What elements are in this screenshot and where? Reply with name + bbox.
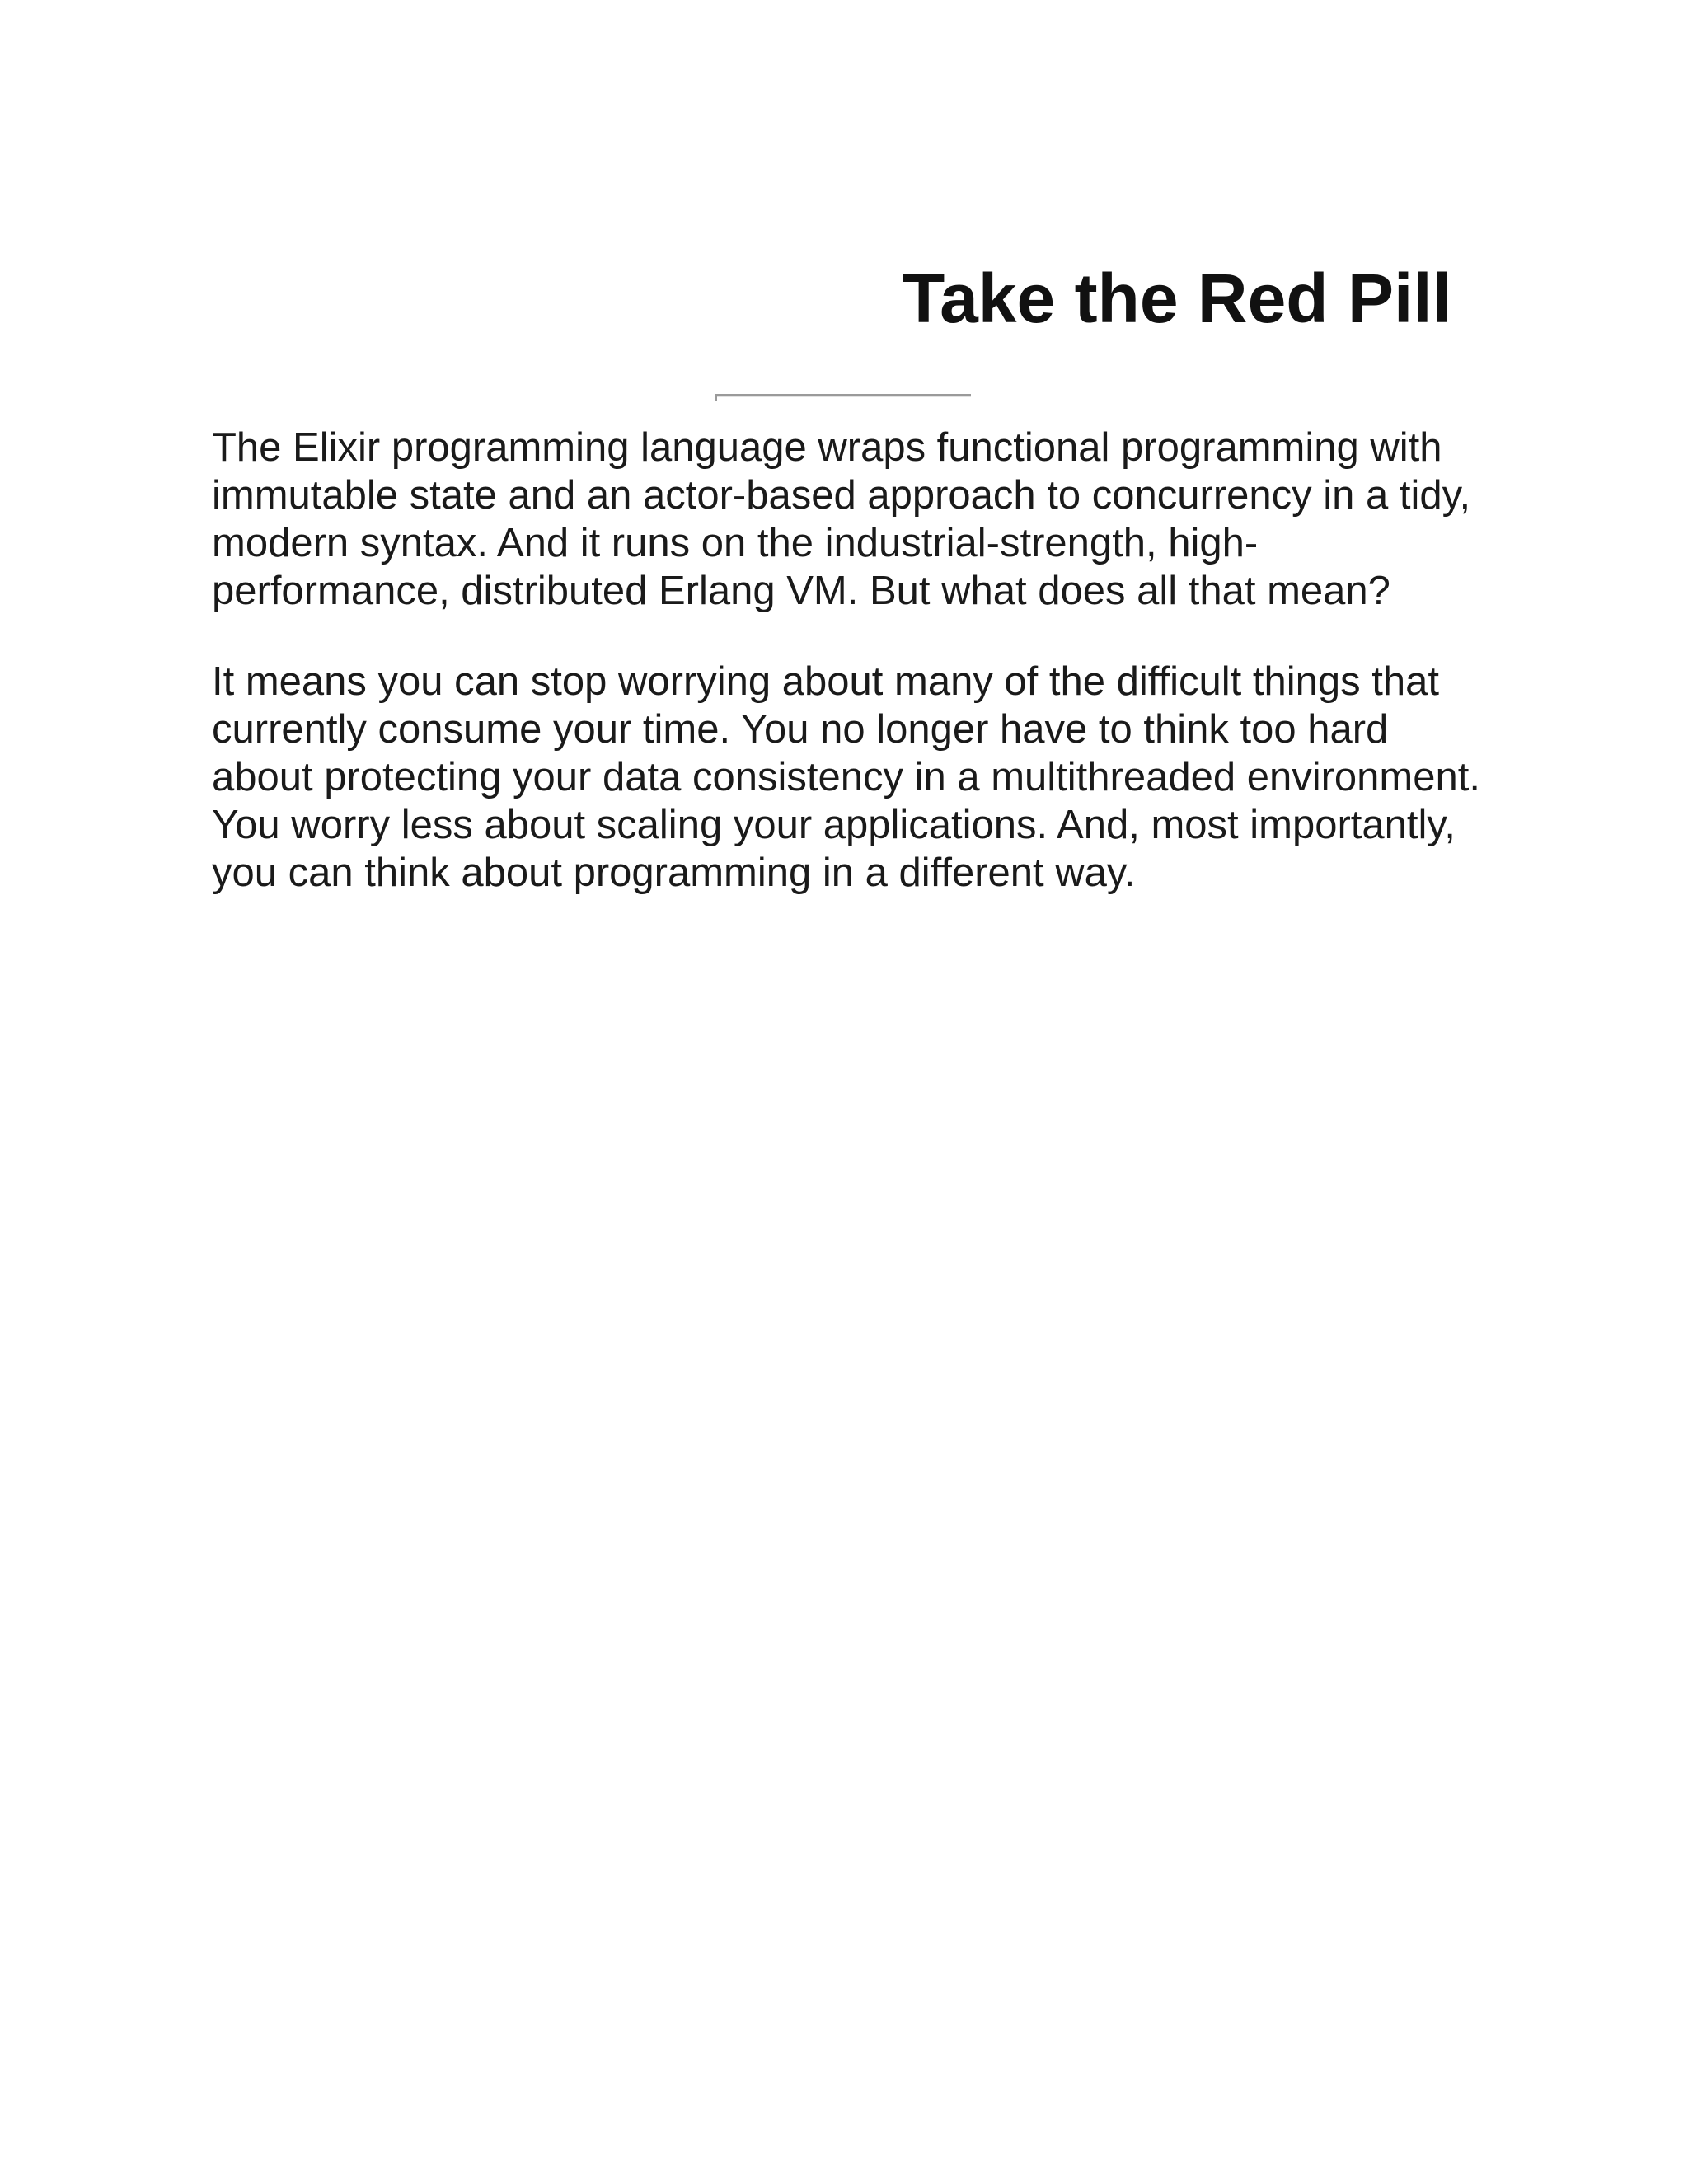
paragraph-benefits: It means you can stop worrying about many of the difficult things that currently consume your time. You no longer have to think too hard about protecting your data consistency in a multithreaded environment. You worry less about scaling your applications. And, most importantly, you can think about programming in a different way. [212,659,1480,895]
title-divider [715,394,971,397]
title-divider-cap [715,394,717,401]
body-text [212,424,1481,940]
page-title: Take the Red Pill [903,260,1451,337]
paragraph-intro: The Elixir programming language wraps functional programming with immutable state and an actor-based approach to concurrency in a tidy, modern syntax. And it runs on the industrial-strength, high-performance, distributed Erlang VM. But what does all that mean? [212,425,1471,613]
